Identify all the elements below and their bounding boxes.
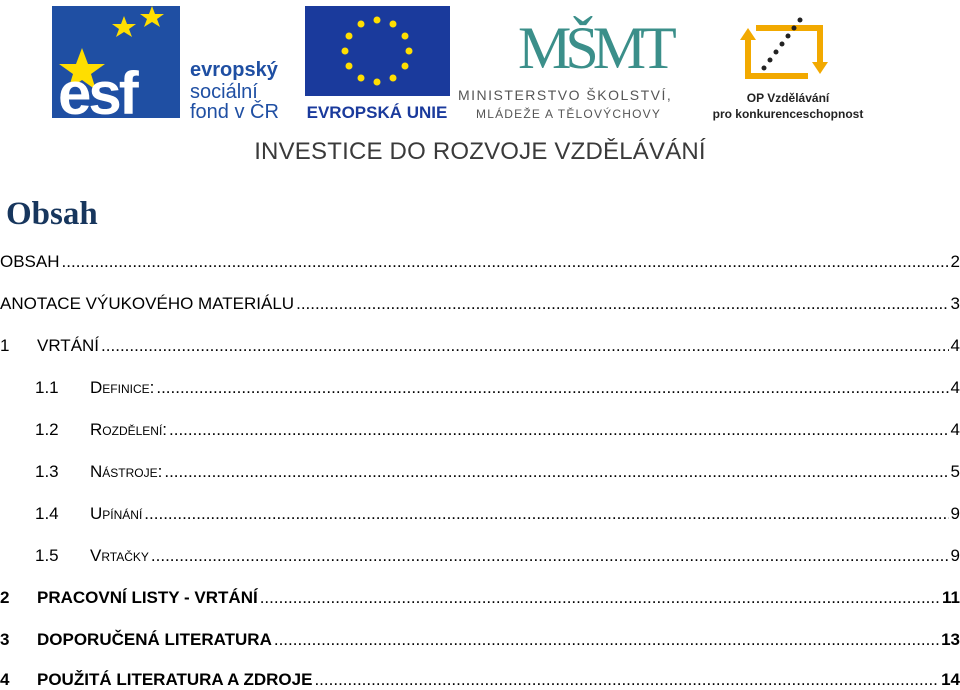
toc-entry-title: POUŽITÁ LITERATURA A ZDROJE [37, 670, 313, 689]
toc-leader [274, 630, 939, 650]
toc-entry-page: 9 [950, 504, 960, 523]
esf-line-3: fond v ČR [190, 101, 279, 118]
toc-entry-1[interactable] [0, 332, 960, 356]
toc-entry-page: 14 [941, 670, 960, 689]
svg-text:MŠMT: MŠMT [518, 15, 671, 81]
eu-label: EVROPSKÁ UNIE [306, 103, 448, 122]
toc-entry-1-1[interactable] [0, 374, 960, 398]
toc-entry-title: ANOTACE VÝUKOVÉHO MATERIÁLU [0, 294, 295, 313]
toc-entry-page: 11 [942, 588, 960, 607]
toc-entry-1-5[interactable] [0, 542, 960, 566]
toc-entry-number: 4 [0, 670, 10, 689]
esf-logo [52, 6, 302, 118]
ministry-line-1: MINISTERSTVO ŠKOLSTVÍ, [458, 87, 673, 103]
toc-entry-anotace[interactable] [0, 290, 960, 314]
op-line-1: OP Vzdělávání [746, 91, 830, 105]
toc-leader [169, 420, 949, 440]
toc-heading: Obsah [6, 196, 98, 232]
toc-leader [164, 462, 948, 482]
toc-entry-title: Nástroje: [90, 462, 163, 481]
svg-text:esf: esf [58, 60, 136, 118]
toc-leader [156, 378, 948, 398]
toc-leader [151, 546, 949, 566]
toc-entry-number: 1.4 [35, 504, 59, 523]
toc-entry-obsah[interactable] [0, 248, 960, 272]
toc-entry-title: PRACOVNÍ LISTY - VRTÁNÍ [37, 588, 258, 607]
toc-entry-page: 5 [950, 462, 960, 481]
toc-entry-page: 9 [950, 546, 960, 565]
toc-entry-title: DOPORUČENÁ LITERATURA [37, 630, 272, 649]
toc-entry-number: 3 [0, 630, 10, 649]
toc-leader [314, 670, 939, 690]
toc-entry-number: 1.5 [35, 546, 59, 565]
toc-entry-title: VRTÁNÍ [37, 336, 100, 355]
msmt-logo [458, 6, 703, 124]
toc-leader [260, 588, 940, 608]
esf-line-2: sociální [190, 81, 258, 103]
toc-entry-number: 1 [0, 336, 10, 355]
toc-entry-2[interactable] [0, 584, 960, 608]
eu-flag-logo [305, 6, 450, 124]
toc-entry-1-4[interactable] [0, 500, 960, 524]
toc-leader [62, 252, 949, 272]
toc-entry-page: 4 [950, 420, 960, 439]
toc-entry-number: 1.1 [35, 378, 59, 397]
toc-entry-4[interactable] [0, 666, 960, 690]
toc-entry-title: Definice: [90, 378, 155, 397]
toc-leader [296, 294, 948, 314]
toc-entry-1-2[interactable] [0, 416, 960, 440]
toc-entry-page: 3 [950, 294, 960, 313]
toc-entry-title: Vrtačky [90, 546, 149, 565]
investice-banner: INVESTICE DO ROZVOJE VZDĚLÁVÁNÍ [254, 138, 706, 165]
toc-entry-3[interactable] [0, 626, 960, 650]
toc-entry-page: 4 [950, 378, 960, 397]
esf-line-1: evropský [190, 59, 278, 81]
toc-entry-page: 13 [941, 630, 960, 649]
ministry-line-2: MLÁDEŽE A TĚLOVÝCHOVY [476, 107, 662, 121]
op-vzdelavani-logo [708, 6, 868, 124]
toc-entry-number: 1.2 [35, 420, 59, 439]
toc-leader [144, 504, 948, 524]
op-line-2: pro konkurenceschopnost [712, 107, 864, 121]
toc-entry-1-3[interactable] [0, 458, 960, 482]
header-logos [0, 0, 960, 170]
toc-leader [101, 336, 948, 356]
toc-entry-title: Rozdělení: [90, 420, 168, 439]
toc-entry-page: 4 [950, 336, 960, 355]
toc-entry-title: OBSAH [0, 252, 60, 271]
toc-entry-number: 2 [0, 588, 10, 607]
toc-entry-number: 1.3 [35, 462, 59, 481]
toc-entry-page: 2 [950, 252, 960, 271]
toc-entry-title: Upínání [90, 504, 143, 523]
